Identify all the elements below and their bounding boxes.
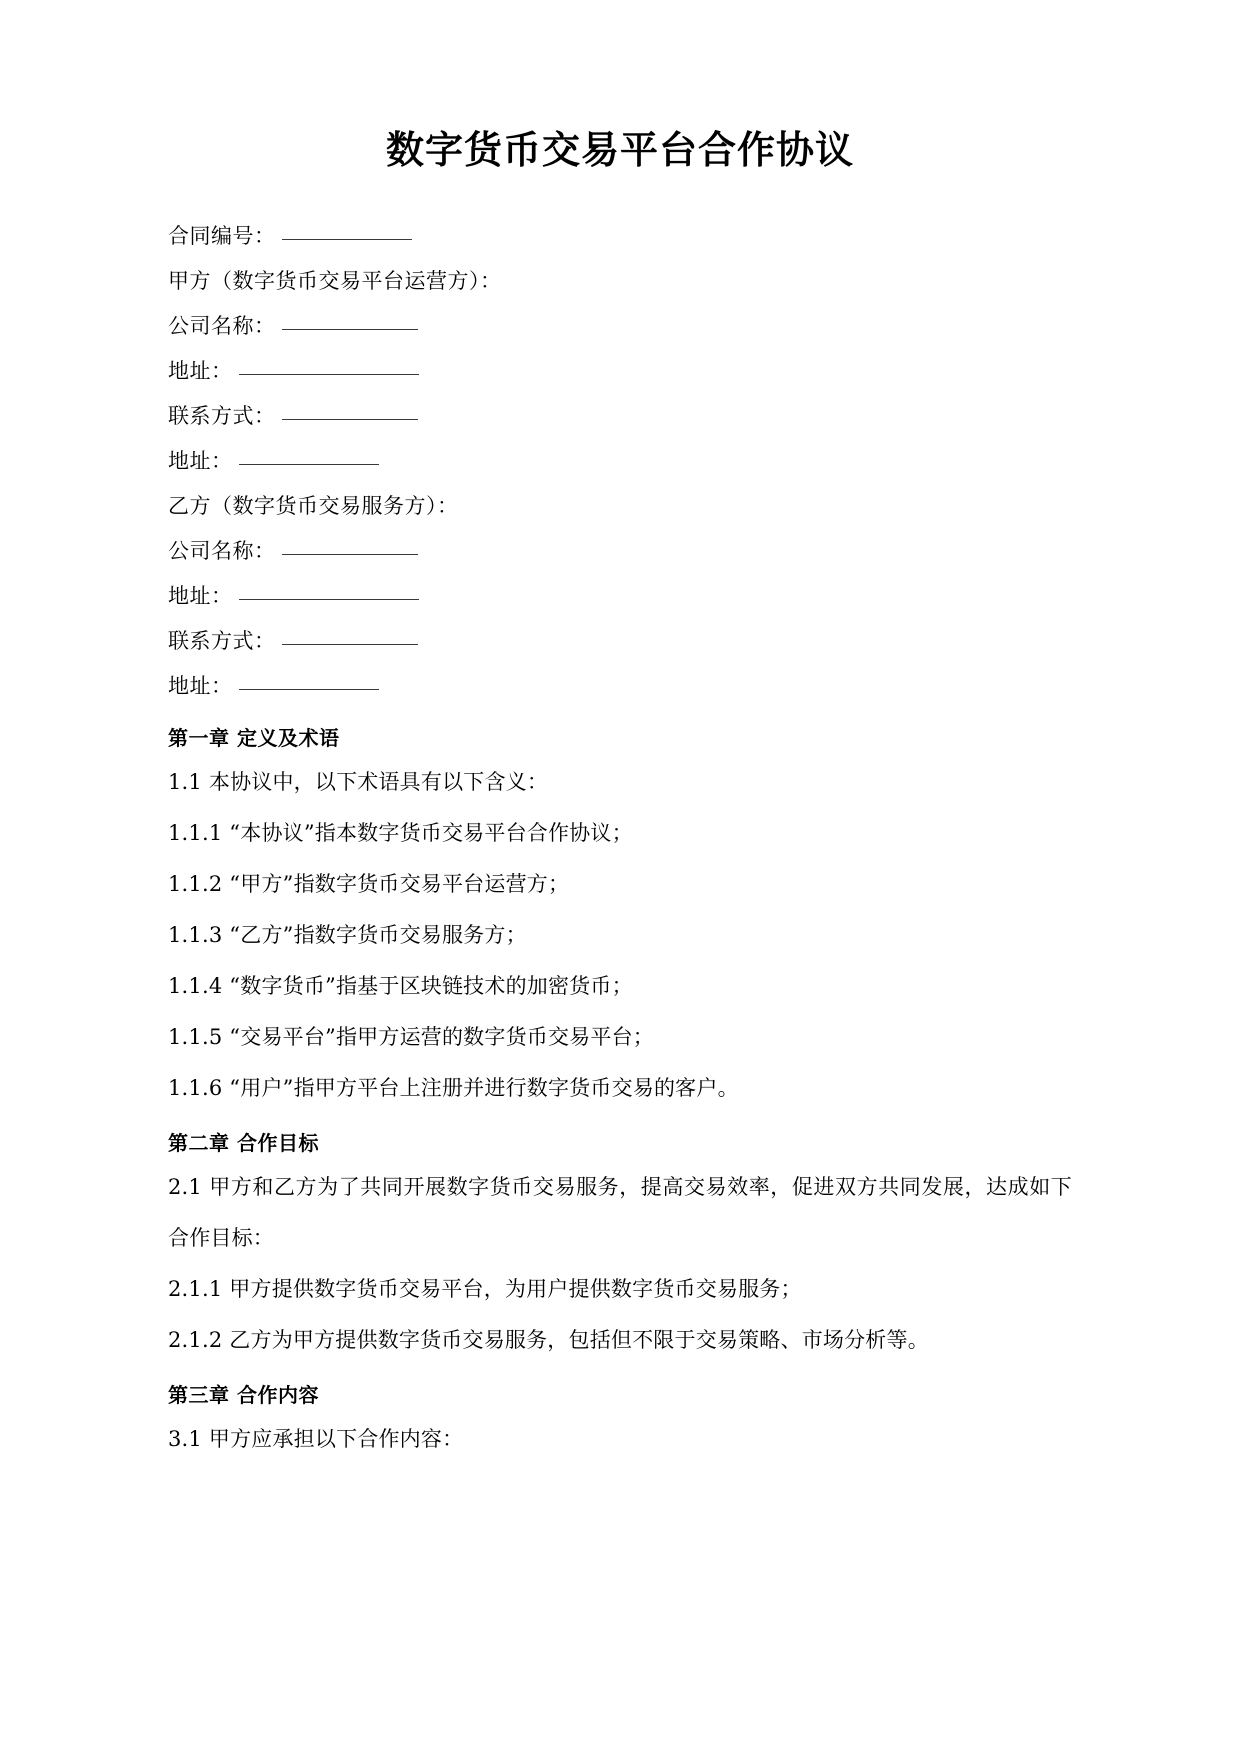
page-title: 数字货币交易平台合作协议	[385, 128, 854, 172]
contract-number-label: 合同编号：	[168, 223, 276, 248]
party-b-company-label: 公司名称：	[168, 538, 276, 563]
clause-1-1-5: 1.1.5 “交易平台”指甲方运营的数字货币交易平台；	[168, 1024, 654, 1049]
party-a-company-row	[168, 304, 1072, 349]
party-a-heading: 甲方（数字货币交易平台运营方）：	[168, 268, 502, 293]
party-a-address-input[interactable]	[239, 374, 419, 375]
party-b-address2-label: 地址：	[168, 673, 233, 698]
document-body	[168, 0, 1072, 1465]
party-a-company-label: 公司名称：	[168, 313, 276, 338]
clause-1-1-2: 1.1.2 “甲方”指数字货币交易平台运营方；	[168, 871, 570, 896]
party-b-address2-row	[168, 664, 1072, 709]
party-b-contact-row	[168, 619, 1072, 664]
clause-2-1-2: 2.1.2 乙方为甲方提供数字货币交易服务，包括但不限于交易策略、市场分析等。	[168, 1327, 929, 1352]
party-a-address-row	[168, 349, 1072, 394]
party-b-heading: 乙方（数字货币交易服务方）：	[168, 493, 459, 518]
clause-2-1-1: 2.1.1 甲方提供数字货币交易平台，为用户提供数字货币交易服务；	[168, 1276, 802, 1301]
clause-1-1-3: 1.1.3 “乙方”指数字货币交易服务方；	[168, 922, 527, 947]
party-a-address2-label: 地址：	[168, 448, 233, 473]
chapter-heading-1: 第一章 定义及术语	[168, 725, 340, 750]
party-b-contact-input[interactable]	[282, 644, 418, 645]
clause-3-1: 3.1 甲方应承担以下合作内容：	[168, 1426, 464, 1451]
contract-number-row	[168, 214, 1072, 259]
chapter-heading-2: 第二章 合作目标	[168, 1130, 319, 1155]
party-a-address2-row	[168, 439, 1072, 484]
party-a-address2-input[interactable]	[239, 464, 379, 465]
party-a-contact-row	[168, 394, 1072, 439]
clause-1-1-6: 1.1.6 “用户”指甲方平台上注册并进行数字货币交易的客户。	[168, 1075, 739, 1100]
party-b-address2-input[interactable]	[239, 689, 379, 690]
party-b-address-label: 地址：	[168, 583, 233, 608]
clause-1-1-4: 1.1.4 “数字货币”指基于区块链技术的加密货币；	[168, 973, 633, 998]
party-b-address-input[interactable]	[239, 599, 419, 600]
party-b-company-row	[168, 529, 1072, 574]
party-a-contact-input[interactable]	[282, 419, 418, 420]
party-b-contact-label: 联系方式：	[168, 628, 276, 653]
chapter-heading-3: 第三章 合作内容	[168, 1382, 319, 1407]
party-b-company-input[interactable]	[282, 554, 418, 555]
contract-number-input[interactable]	[282, 239, 412, 240]
clause-1-1-1: 1.1.1 “本协议”指本数字货币交易平台合作协议；	[168, 820, 633, 845]
clause-1-1: 1.1 本协议中，以下术语具有以下含义：	[168, 769, 549, 794]
party-a-company-input[interactable]	[282, 329, 418, 330]
party-a-address-label: 地址：	[168, 358, 233, 383]
contract-header-fields	[168, 214, 1072, 709]
party-a-contact-label: 联系方式：	[168, 403, 276, 428]
party-b-address-row	[168, 574, 1072, 619]
clause-2-1: 2.1 甲方和乙方为了共同开展数字货币交易服务，提高交易效率，促进双方共同发展，达成如下合作目标：	[168, 1174, 1072, 1250]
